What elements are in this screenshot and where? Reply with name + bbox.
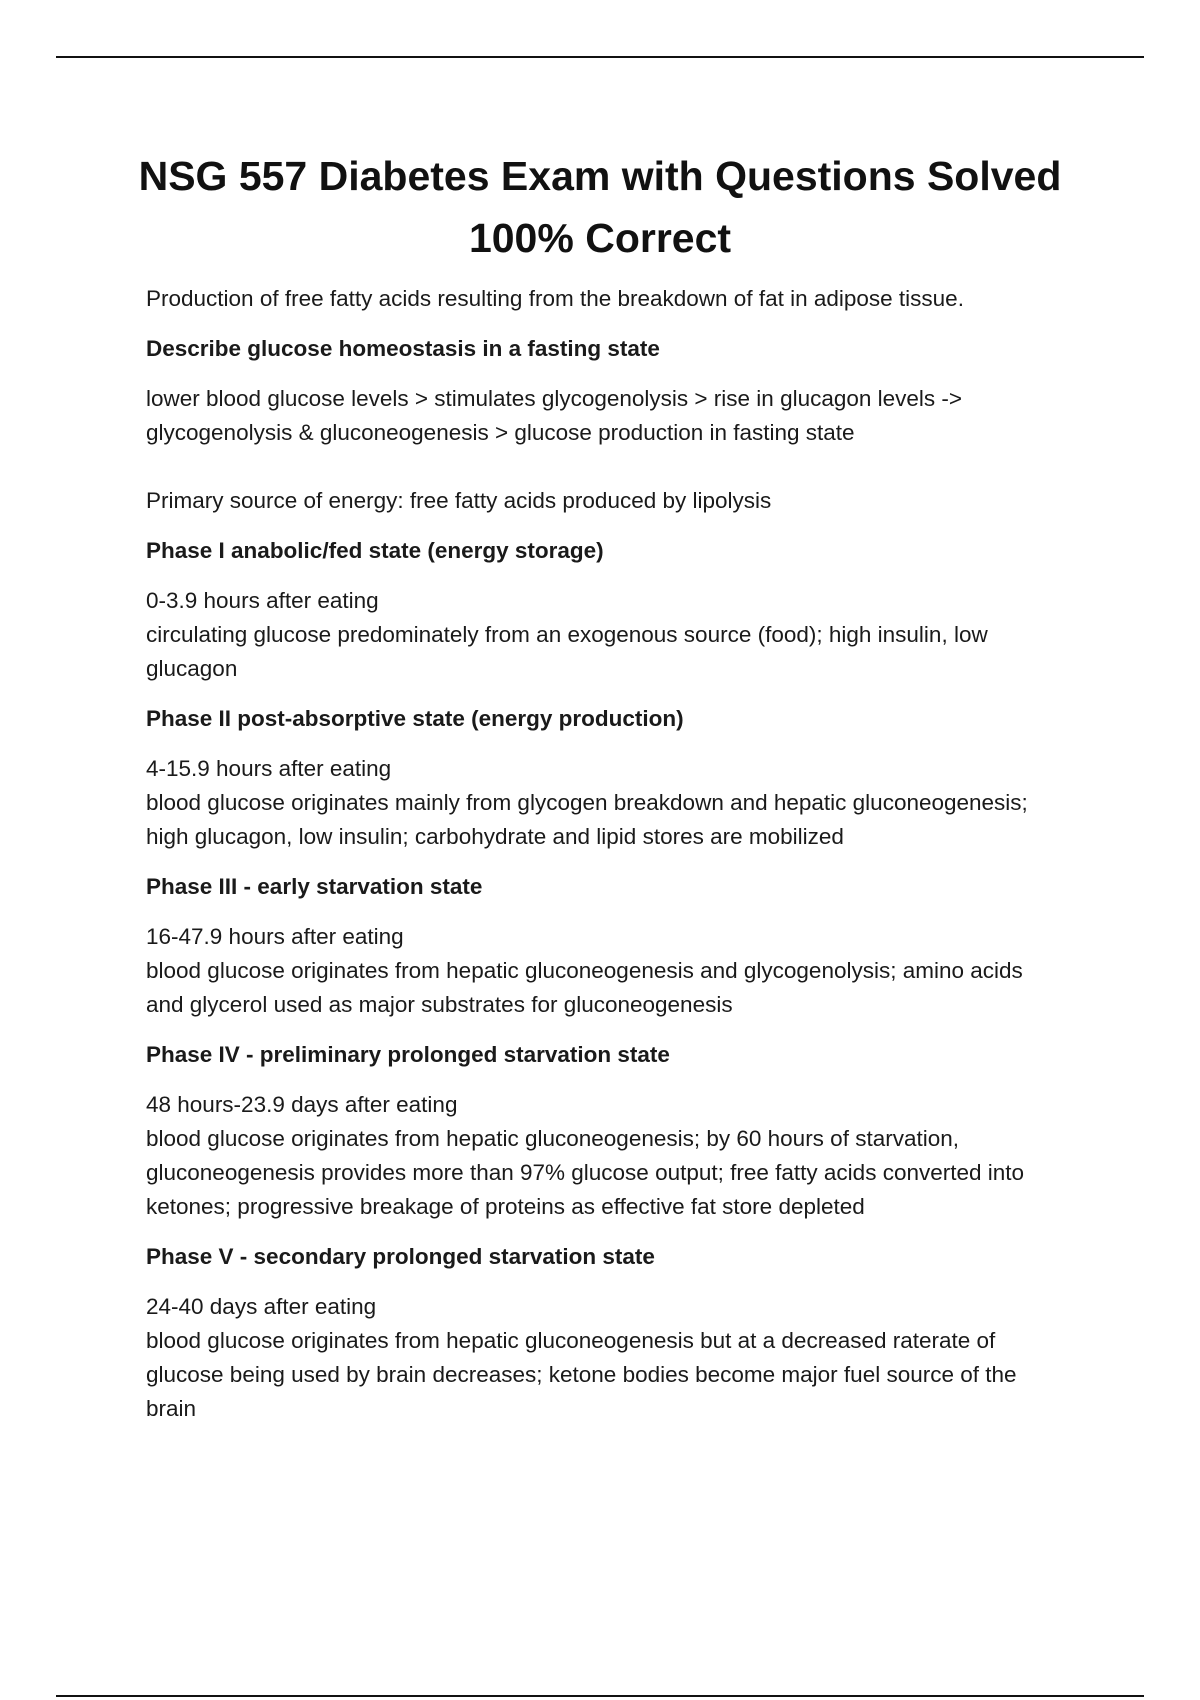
answer-line: glycogenolysis & gluconeogenesis > glucose production in fasting state <box>146 420 855 445</box>
answer-line: lower blood glucose levels > stimulates glycogenolysis > rise in glucagon levels -> <box>146 386 963 411</box>
answer-line: 24-40 days after eating <box>146 1294 377 1319</box>
question-heading: Phase V - secondary prolonged starvation state <box>146 1244 655 1269</box>
question-heading: Describe glucose homeostasis in a fasting state <box>146 336 660 361</box>
question-heading: Phase III - early starvation state <box>146 874 483 899</box>
title-line-1: NSG 557 Diabetes Exam with Questions Solved <box>138 153 1062 199</box>
answer-text <box>146 752 1106 854</box>
answer-text <box>146 584 1106 686</box>
answer-text <box>146 1088 1106 1224</box>
answer-line: glucagon <box>146 656 238 681</box>
answer-line: 16-47.9 hours after eating <box>146 924 404 949</box>
answer-line: 48 hours-23.9 days after eating <box>146 1092 458 1117</box>
answer-line: blood glucose originates mainly from glycogen breakdown and hepatic gluconeogenesis; <box>146 790 1028 815</box>
answer-text <box>146 920 1106 1022</box>
answer-extra-text: Primary source of energy: free fatty acids produced by lipolysis <box>146 488 772 513</box>
answer-line: 4-15.9 hours after eating <box>146 756 392 781</box>
answer-line: gluconeogenesis provides more than 97% glucose output; free fatty acids converted into <box>146 1160 1025 1185</box>
answer-line: circulating glucose predominately from an exogenous source (food); high insulin, low <box>146 622 988 647</box>
question-heading: Phase I anabolic/fed state (energy storage) <box>146 538 604 563</box>
title-line-2: 100% Correct <box>468 215 732 261</box>
answer-line: brain <box>146 1396 197 1421</box>
answer-line: blood glucose originates from hepatic gluconeogenesis; by 60 hours of starvation, <box>146 1126 959 1151</box>
answer-text <box>146 382 1106 450</box>
question-heading: Phase II post-absorptive state (energy production) <box>146 706 684 731</box>
answer-line: glucose being used by brain decreases; ketone bodies become major fuel source of the <box>146 1362 1017 1387</box>
intro-text: Production of free fatty acids resulting from the breakdown of fat in adipose tissue. <box>146 286 964 311</box>
answer-text <box>146 1290 1106 1426</box>
answer-line: ketones; progressive breakage of proteins as effective fat store depleted <box>146 1194 865 1219</box>
document-body <box>146 282 1106 1442</box>
answer-line: 0-3.9 hours after eating <box>146 588 379 613</box>
bottom-rule <box>56 1695 1144 1697</box>
answer-line: blood glucose originates from hepatic gluconeogenesis but at a decreased raterate of <box>146 1328 996 1353</box>
answer-line: blood glucose originates from hepatic gluconeogenesis and glycogenolysis; amino acids <box>146 958 1023 983</box>
answer-line: and glycerol used as major substrates for gluconeogenesis <box>146 992 733 1017</box>
document-title <box>100 145 1100 269</box>
top-rule <box>56 56 1144 58</box>
question-heading: Phase IV - preliminary prolonged starvation state <box>146 1042 670 1067</box>
answer-line: high glucagon, low insulin; carbohydrate and lipid stores are mobilized <box>146 824 844 849</box>
